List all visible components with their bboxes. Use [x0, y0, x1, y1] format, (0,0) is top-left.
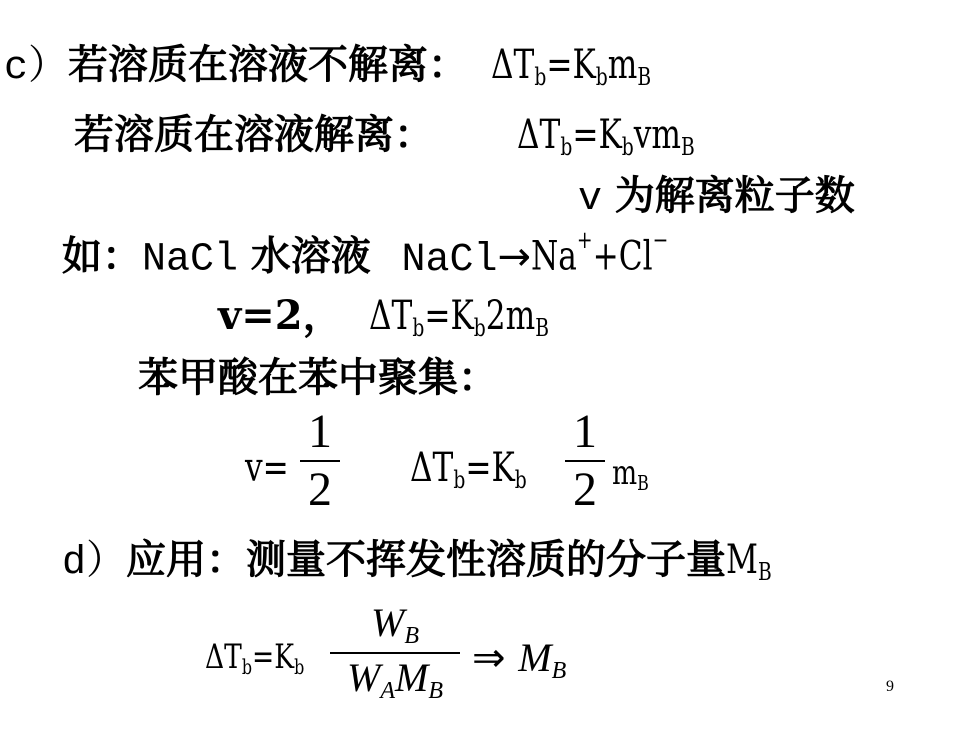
final-fraction: $W_B$ $W_AM_B$ [330, 603, 460, 703]
line-d: d）应用：测量不挥发性溶质的分子量$M_B$ [62, 537, 772, 587]
v2-formula: $\Delta T_b=K_b2m_B$ [369, 293, 550, 343]
solution-text: 水溶液 [250, 233, 371, 280]
line-v-note [578, 173, 855, 222]
line-c-formula: $\Delta T_b=K_bm_B$ [490, 42, 651, 92]
line-d-prefix: d） [62, 541, 127, 586]
v-note-text: 为解离粒子数 [614, 173, 855, 219]
fraction-half-1: 1 2 [300, 408, 340, 514]
dissociation-equation: NaCl→Na++Cl− [401, 226, 669, 283]
line-benzoic: 苯甲酸在苯中聚集： [138, 355, 498, 401]
final-formula-left: $\Delta T_b=K_b$ [205, 637, 305, 680]
line-d-text: 应用：测量不挥发性溶质的分子量 [126, 537, 727, 583]
example-label: 如： [62, 233, 142, 280]
line-c-prefix: c） [4, 46, 69, 91]
fraction-half-2: 1 2 [565, 408, 605, 514]
line-c-text: 若溶质在溶液不解离： [68, 42, 469, 88]
line-c2-text: 若溶质在溶液解离： [74, 112, 434, 158]
line-c [4, 42, 696, 92]
final-formula-right: ⇒ $M_B$ [472, 635, 567, 685]
line-c2 [74, 112, 745, 162]
reaction-arrow-icon: → [497, 233, 531, 280]
line-c2-formula: $\Delta T_b=K_bvm_B$ [516, 112, 695, 162]
line-example [62, 228, 707, 281]
line-half-v: v= [245, 445, 289, 491]
line-v2 [218, 292, 600, 343]
nacl-text: NaCl [142, 237, 239, 283]
v2-label: v=2， [218, 292, 343, 339]
implies-arrow-icon: ⇒ [472, 635, 506, 681]
page-number: 9 [886, 678, 894, 695]
line-half-m: $m_B$ [612, 453, 649, 496]
line-half-formula: $\Delta T_b=K_b$ [410, 445, 527, 495]
v-symbol: v [578, 177, 603, 222]
